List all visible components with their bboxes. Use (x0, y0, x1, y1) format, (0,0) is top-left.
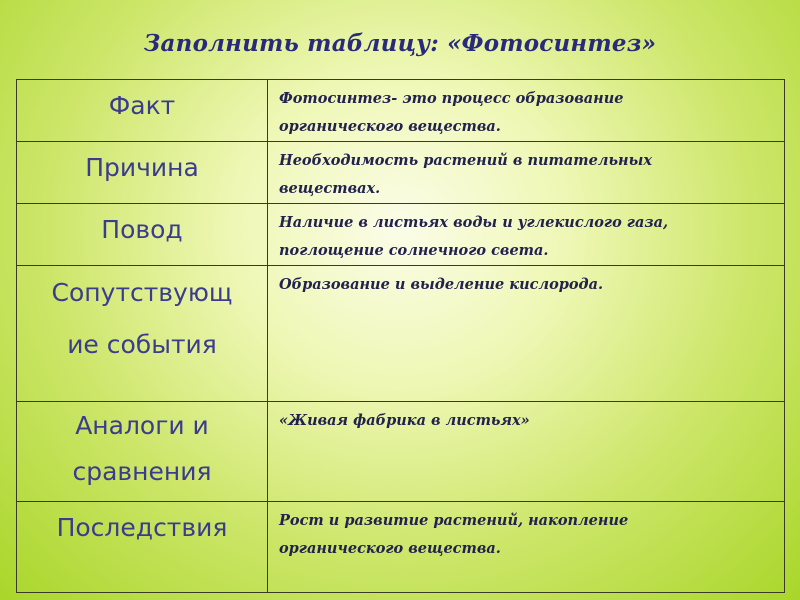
row-text-cell (268, 142, 785, 204)
row-label-consequences: Последствия (56, 513, 228, 542)
row-text-cell (268, 80, 785, 142)
row-text-cell (268, 204, 785, 266)
photosynthesis-table (16, 79, 785, 593)
row-label-cell (17, 80, 268, 142)
row-label-fact: Факт (108, 91, 176, 120)
row-label-cell (17, 402, 268, 502)
row-label-accompanying-events: Сопутствующ ие события (51, 278, 233, 359)
table-row-accompanying-events (17, 266, 785, 402)
row-label-analogies: Аналоги и сравнения (72, 411, 212, 486)
slide-title: Заполнить таблицу: «Фотосинтез» (143, 30, 657, 57)
row-text-cell (268, 266, 785, 402)
row-text-fact: Фотосинтез- это процесс образование органического вещества. (279, 90, 624, 135)
row-text-accompanying-events: Образование и выделение кислорода. (279, 276, 604, 293)
row-label-cell (17, 142, 268, 204)
row-text-cell (268, 502, 785, 593)
row-label-occasion: Повод (101, 215, 183, 244)
row-text-cell (268, 402, 785, 502)
row-label-cell (17, 204, 268, 266)
row-text-occasion: Наличие в листьях воды и углекислого газа, поглощение солнечного света. (279, 214, 669, 259)
table-row-cause (17, 142, 785, 204)
row-text-cause: Необходимость растений в питательных веществах. (279, 152, 652, 197)
table-row-consequences (17, 502, 785, 593)
row-label-cell (17, 502, 268, 593)
row-label-cell (17, 266, 268, 402)
table-row-occasion (17, 204, 785, 266)
row-text-analogies: «Живая фабрика в листьях» (279, 412, 530, 429)
row-label-cause: Причина (85, 153, 199, 182)
row-text-consequences: Рост и развитие растений, накопление органического вещества. (279, 512, 629, 557)
table-row-analogies (17, 402, 785, 502)
table-row-fact (17, 80, 785, 142)
